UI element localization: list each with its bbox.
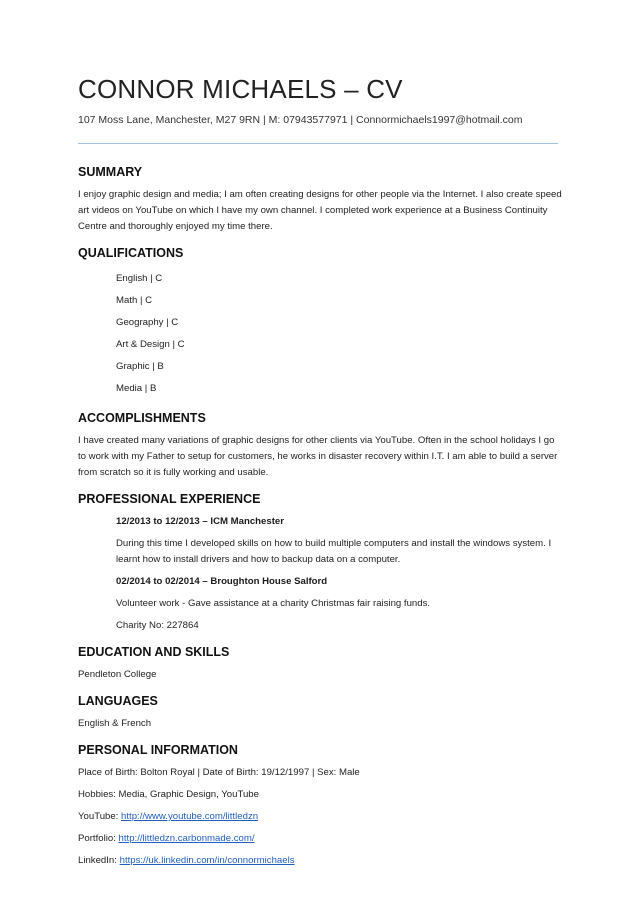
summary-section [78, 164, 562, 235]
job-title: 12/2013 to 12/2013 – ICM Manchester [116, 516, 284, 527]
experience-heading: PROFESSIONAL EXPERIENCE [78, 492, 261, 506]
personal-heading: PERSONAL INFORMATION [78, 743, 238, 757]
qualifications-heading: QUALIFICATIONS [78, 246, 184, 260]
personal-section [78, 742, 562, 869]
header-divider [78, 143, 558, 144]
cv-content [78, 164, 562, 879]
job-description: Volunteer work - Gave assistance at a charity Christmas fair raising funds. [116, 598, 431, 609]
hobbies-info: Hobbies: Media, Graphic Design, YouTube [78, 789, 259, 800]
youtube-label: YouTube: [78, 811, 122, 822]
accomplishments-heading: ACCOMPLISHMENTS [78, 411, 206, 425]
portfolio-label: Portfolio: [78, 833, 119, 844]
summary-text: I enjoy graphic design and media; I am often creating designs for other people via the Internet. I also create speed art videos on YouTube on which I have my own channel. I completed work experience at a Business Continuity Centre and thoroughly enjoyed my time there. [78, 189, 562, 232]
list-item: Math | C [116, 295, 153, 306]
qualifications-section [78, 245, 562, 400]
languages-text: English & French [78, 718, 152, 729]
linkedin-link[interactable]: https://uk.linkedin.com/in/connormichaels [119, 855, 295, 866]
qualifications-list [78, 268, 562, 400]
contact-line: 107 Moss Lane, Manchester, M27 9RN | M: 07943577971 | Connormichaels1997@hotmail.com [78, 114, 523, 126]
youtube-link[interactable]: http://www.youtube.com/littledzn [121, 811, 259, 822]
list-item: English | C [116, 273, 163, 284]
charity-number: Charity No: 227864 [116, 620, 199, 631]
portfolio-line [78, 831, 562, 847]
experience-list [78, 514, 562, 634]
languages-heading: LANGUAGES [78, 694, 158, 708]
job-title: 02/2014 to 02/2014 – Broughton House Salford [116, 576, 328, 587]
languages-section [78, 693, 562, 732]
linkedin-label: LinkedIn: [78, 855, 120, 866]
job-description: During this time I developed skills on how to build multiple computers and install the windows system. I learnt how to install drivers and how to backup data on a computer. [116, 538, 552, 565]
youtube-line [78, 809, 562, 825]
education-text: Pendleton College [78, 669, 157, 680]
list-item: Geography | C [116, 317, 179, 328]
portfolio-link[interactable]: http://littledzn.carbonmade.com/ [118, 833, 255, 844]
list-item: Graphic | B [116, 361, 164, 372]
linkedin-line [78, 853, 562, 869]
list-item: Art & Design | C [116, 339, 185, 350]
experience-section [78, 491, 562, 634]
list-item: Media | B [116, 383, 157, 394]
summary-heading: SUMMARY [78, 165, 143, 179]
accomplishments-section [78, 410, 562, 481]
page-title: CONNOR MICHAELS – CV [78, 74, 403, 104]
education-section [78, 644, 562, 683]
accomplishments-text: I have created many variations of graphic designs for other clients via YouTube. Often in the school holidays I go to work with my Father to setup for customers, he works in disaster recovery within I.T. I am able to build a server from scratch so it is fully working and usable. [78, 435, 558, 478]
education-heading: EDUCATION AND SKILLS [78, 645, 230, 659]
birth-info: Place of Birth: Bolton Royal | Date of Birth: 19/12/1997 | Sex: Male [78, 767, 360, 778]
